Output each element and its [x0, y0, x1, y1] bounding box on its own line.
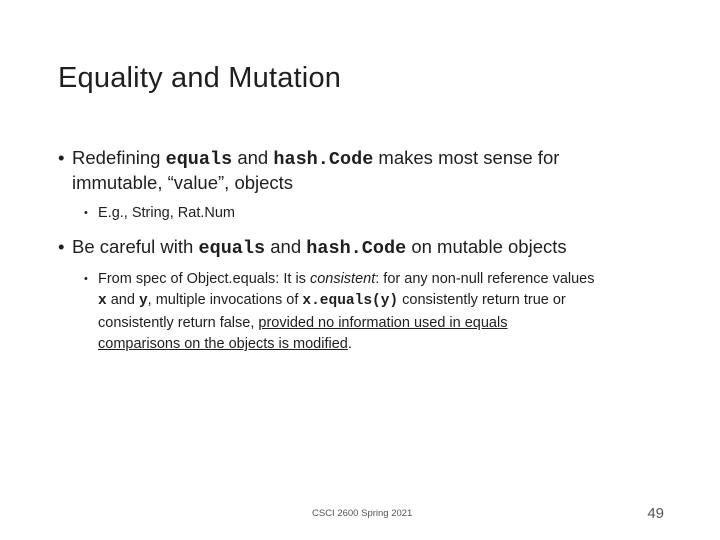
text-run: and — [106, 292, 139, 308]
bullet-1-sub — [58, 203, 678, 225]
text-run: Redefining — [72, 147, 166, 168]
page-number: 49 — [647, 505, 664, 522]
text-run: , multiple invocations of — [147, 292, 303, 308]
bullet-1-sub-text: E.g., String, Rat.Num — [98, 205, 235, 221]
sub-bullet-marker: • — [84, 272, 88, 285]
code-equals: equals — [165, 149, 233, 170]
text-run: . — [347, 336, 352, 352]
text-run: and — [265, 235, 307, 257]
bullet-1 — [58, 146, 678, 194]
text-run: Be careful with — [72, 235, 199, 257]
sub-bullet-marker: • — [84, 207, 88, 219]
slide-footer: CSCI 2600 Spring 2021 — [312, 508, 413, 519]
bullet-2-sub-text — [98, 271, 595, 353]
text-run: immutable, “value”, objects — [72, 172, 294, 193]
code-y: y — [138, 293, 148, 309]
bullet-2 — [58, 235, 678, 260]
text-run: consistently return false, — [98, 314, 259, 331]
bullet-marker: • — [58, 147, 65, 168]
bullet-marker: • — [58, 235, 65, 257]
text-run: : for any non-null reference values — [375, 270, 595, 287]
text-run: makes most sense for — [373, 147, 560, 168]
text-run: From spec of Object.equals: It is — [98, 270, 310, 287]
emphasis-consistent: consistent — [309, 270, 376, 287]
text-run: and — [232, 147, 274, 168]
slide-body — [58, 146, 678, 356]
code-hashcode: hash.Code — [273, 149, 374, 170]
code-x: x — [98, 293, 107, 309]
bullet-2-text — [72, 236, 567, 257]
code-x-equals-y: x.equals(y) — [302, 293, 399, 309]
text-run: consistently return true or — [398, 292, 566, 308]
bullet-2-sub — [58, 269, 678, 356]
slide-title: Equality and Mutation — [58, 62, 342, 94]
code-hashcode: hash.Code — [306, 237, 407, 259]
text-run: on mutable objects — [406, 235, 567, 257]
code-equals: equals — [198, 237, 266, 259]
bullet-1-text — [72, 147, 559, 193]
underlined-condition-1: provided no information used in equals — [258, 314, 508, 331]
underlined-condition-2: comparisons on the objects is modified — [98, 336, 348, 352]
